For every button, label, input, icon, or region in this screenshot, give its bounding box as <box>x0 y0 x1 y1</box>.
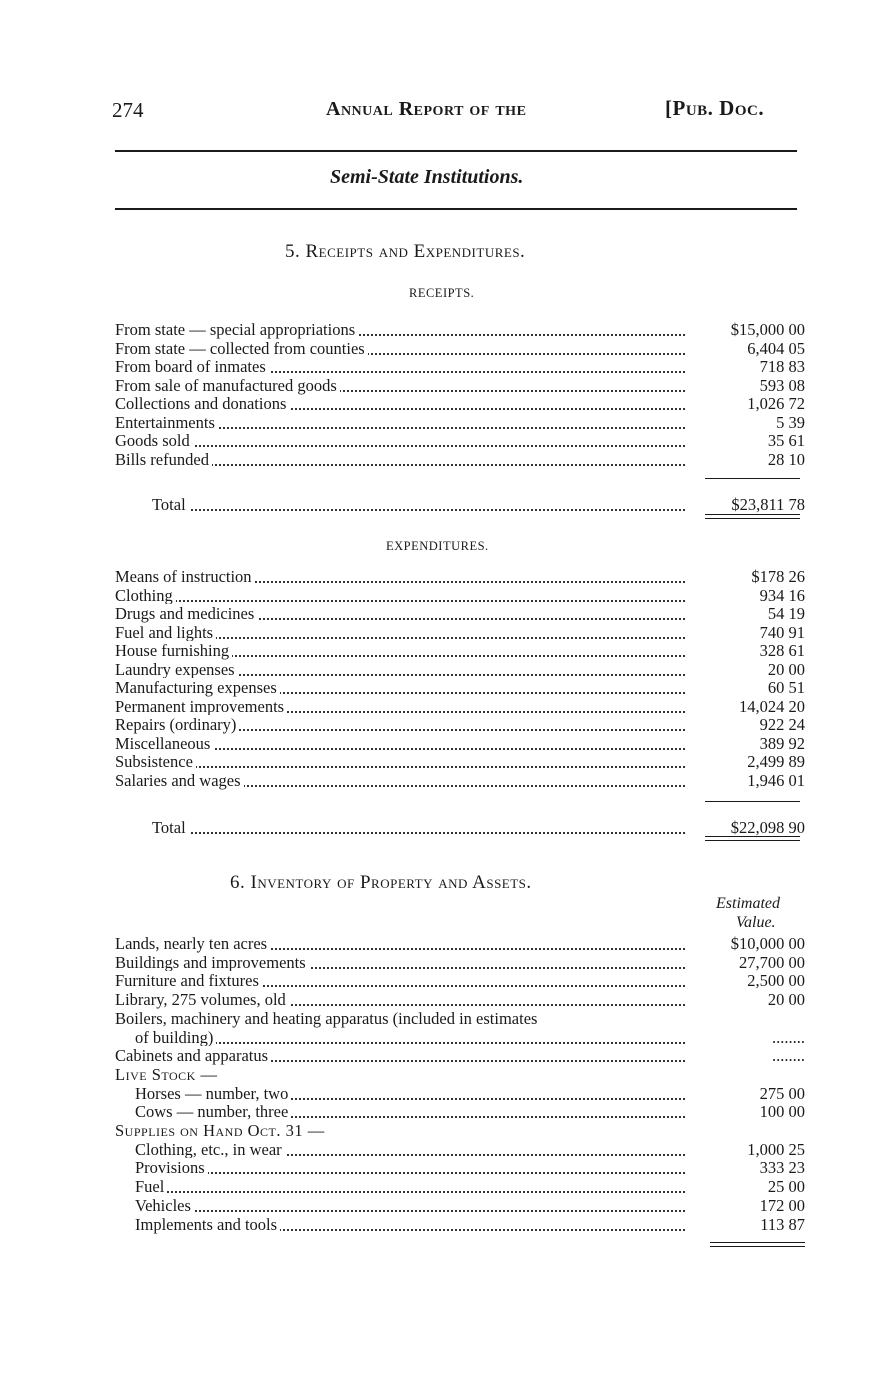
row-amount: $10,000 00 <box>730 934 805 953</box>
row-amount: 333 23 <box>759 1158 805 1178</box>
table-row <box>115 752 805 771</box>
row-label: Lands, nearly ten acres <box>115 934 270 953</box>
row-label: Buildings and improvements <box>115 953 309 972</box>
table-row <box>115 376 805 395</box>
row-label: Laundry expenses <box>115 660 238 679</box>
table-row <box>115 990 805 1009</box>
expenditures-total-row <box>152 818 805 837</box>
header-rule <box>115 150 797 152</box>
row-label: Manufacturing expenses <box>115 678 280 697</box>
row-label: Salaries and wages <box>115 771 244 790</box>
table-row <box>115 771 805 790</box>
row-label: Vehicles <box>135 1196 194 1215</box>
row-amount: 740 91 <box>759 622 805 642</box>
expenditures-total-amount: $22,098 90 <box>730 818 805 837</box>
row-amount: 922 24 <box>759 715 805 734</box>
row-label: Library, 275 volumes, old <box>115 990 289 1009</box>
row-amount: 328 61 <box>759 641 805 660</box>
row-label: Repairs (ordinary) <box>115 715 239 734</box>
row-label: Goods sold <box>115 431 193 450</box>
row-amount: 20 00 <box>767 659 805 679</box>
row-label: Boilers, machinery and heating apparatus (included in estimates <box>115 1009 540 1028</box>
table-row <box>115 413 805 432</box>
leader-dots <box>152 832 685 834</box>
row-amount: 934 16 <box>759 585 805 605</box>
row-amount: 6,404 05 <box>747 338 805 358</box>
leader-dots <box>115 600 685 602</box>
row-amount: 718 83 <box>759 357 805 376</box>
row-amount: 25 00 <box>767 1177 805 1197</box>
row-amount: 5 39 <box>776 412 805 432</box>
subheading: Semi-State Institutions. <box>330 166 524 188</box>
leader-dots <box>135 1042 685 1044</box>
row-label: Collections and donations <box>115 394 289 413</box>
row-amount: 2,499 89 <box>747 752 805 771</box>
row-label: Cows — number, three <box>135 1102 291 1121</box>
page-number: 274 <box>112 98 144 122</box>
row-label: Entertainments <box>115 413 218 432</box>
row-amount: 27,700 00 <box>739 952 805 972</box>
table-row <box>115 715 805 734</box>
row-label: Subsistence <box>115 752 196 771</box>
row-label: of building) <box>135 1028 216 1047</box>
row-amount: 1,946 01 <box>747 770 805 790</box>
row-label: House furnishing <box>115 641 232 660</box>
expenditures-total-label: Total <box>152 818 189 837</box>
table-row <box>115 1009 805 1028</box>
table-row <box>135 1177 805 1196</box>
row-amount: 28 10 <box>767 449 805 469</box>
table-row <box>135 1196 805 1215</box>
expenditures-total-rule <box>705 836 800 841</box>
table-row <box>135 1028 805 1047</box>
table-row <box>115 678 805 697</box>
subheading-rule <box>115 208 797 210</box>
row-label: Supplies on Hand Oct. 31 — <box>115 1121 328 1140</box>
receipts-total-rule <box>705 514 800 519</box>
leader-dots <box>115 445 685 447</box>
row-label: Drugs and medicines <box>115 604 257 623</box>
table-row <box>115 697 805 716</box>
table-row <box>135 1084 805 1103</box>
row-label: Furniture and fixtures <box>115 971 262 990</box>
table-row <box>115 394 805 413</box>
table-row <box>135 1140 805 1159</box>
leader-dots <box>135 1210 685 1212</box>
column-header-estimated: Estimated <box>716 895 780 912</box>
row-label: Provisions <box>135 1158 208 1177</box>
table-row <box>115 1065 805 1084</box>
table-row <box>115 320 805 339</box>
table-row <box>115 953 805 972</box>
row-label: Implements and tools <box>135 1215 280 1234</box>
row-label: Permanent improvements <box>115 697 287 716</box>
row-label: Cabinets and apparatus <box>115 1046 271 1065</box>
row-amount: 593 08 <box>759 375 805 395</box>
row-amount: 35 61 <box>767 431 805 450</box>
row-amount: 275 00 <box>759 1083 805 1103</box>
table-row <box>115 450 805 469</box>
leader-dots <box>135 1172 685 1174</box>
leader-dots <box>152 509 685 511</box>
row-amount: 54 19 <box>767 604 805 623</box>
row-label: From state — collected from counties <box>115 339 368 358</box>
receipts-total-row <box>152 495 805 514</box>
row-label: From state — special appropriations <box>115 320 358 339</box>
table-row <box>135 1158 805 1177</box>
document-reference: [Pub. Doc. <box>665 96 765 120</box>
row-label: Bills refunded <box>115 450 212 469</box>
row-amount: 14,024 20 <box>739 696 805 716</box>
row-amount: 2,500 00 <box>747 971 805 991</box>
row-amount: 60 51 <box>767 678 805 697</box>
row-amount: 1,026 72 <box>747 394 805 413</box>
row-amount: 100 00 <box>759 1102 805 1122</box>
table-row <box>135 1215 805 1234</box>
table-row <box>115 604 805 623</box>
column-header-value: Value. <box>736 914 776 931</box>
expenditures-subtotal-rule <box>705 801 800 802</box>
row-amount: 172 00 <box>759 1195 805 1215</box>
expenditures-heading: EXPENDITURES. <box>386 539 489 553</box>
running-title: Annual Report of the <box>326 98 527 120</box>
row-label: Miscellaneous <box>115 734 213 753</box>
table-row <box>115 586 805 605</box>
table-row <box>115 1046 805 1065</box>
table-row <box>135 1102 805 1121</box>
row-label: From board of inmates <box>115 357 269 376</box>
row-label: Horses — number, two <box>135 1084 291 1103</box>
table-row <box>115 641 805 660</box>
row-label: Live Stock — <box>115 1065 220 1084</box>
row-amount: ........ <box>772 1027 805 1047</box>
row-amount: ........ <box>772 1046 805 1066</box>
leader-dots <box>135 1191 685 1193</box>
table-row <box>115 971 805 990</box>
receipts-total-label: Total <box>152 495 189 514</box>
table-row <box>115 660 805 679</box>
table-row <box>115 934 805 953</box>
row-amount: $15,000 00 <box>730 320 805 339</box>
inventory-bottom-rule <box>710 1242 805 1247</box>
leader-dots <box>115 766 685 768</box>
row-amount: 389 92 <box>759 733 805 753</box>
receipts-total-amount: $23,811 78 <box>731 495 805 514</box>
table-row <box>115 431 805 450</box>
row-amount: 1,000 25 <box>747 1139 805 1159</box>
table-row <box>115 567 805 586</box>
row-label: Fuel and lights <box>115 623 216 642</box>
row-label: Fuel <box>135 1177 167 1196</box>
row-label: Clothing <box>115 586 176 605</box>
receipts-heading: RECEIPTS. <box>409 286 475 300</box>
row-amount: 113 87 <box>760 1214 805 1234</box>
table-row <box>115 357 805 376</box>
receipts-subtotal-rule <box>705 478 800 479</box>
row-amount: 20 00 <box>767 990 805 1010</box>
row-amount: $178 26 <box>751 567 805 586</box>
section5-title: 5. Receipts and Expenditures. <box>285 241 526 262</box>
row-label: Clothing, etc., in wear <box>135 1140 285 1159</box>
row-label: From sale of manufactured goods <box>115 376 340 395</box>
table-row <box>115 734 805 753</box>
table-row <box>115 339 805 358</box>
row-label: Means of instruction <box>115 567 255 586</box>
table-row <box>115 623 805 642</box>
table-row <box>115 1121 805 1140</box>
section6-title: 6. Inventory of Property and Assets. <box>230 872 532 893</box>
